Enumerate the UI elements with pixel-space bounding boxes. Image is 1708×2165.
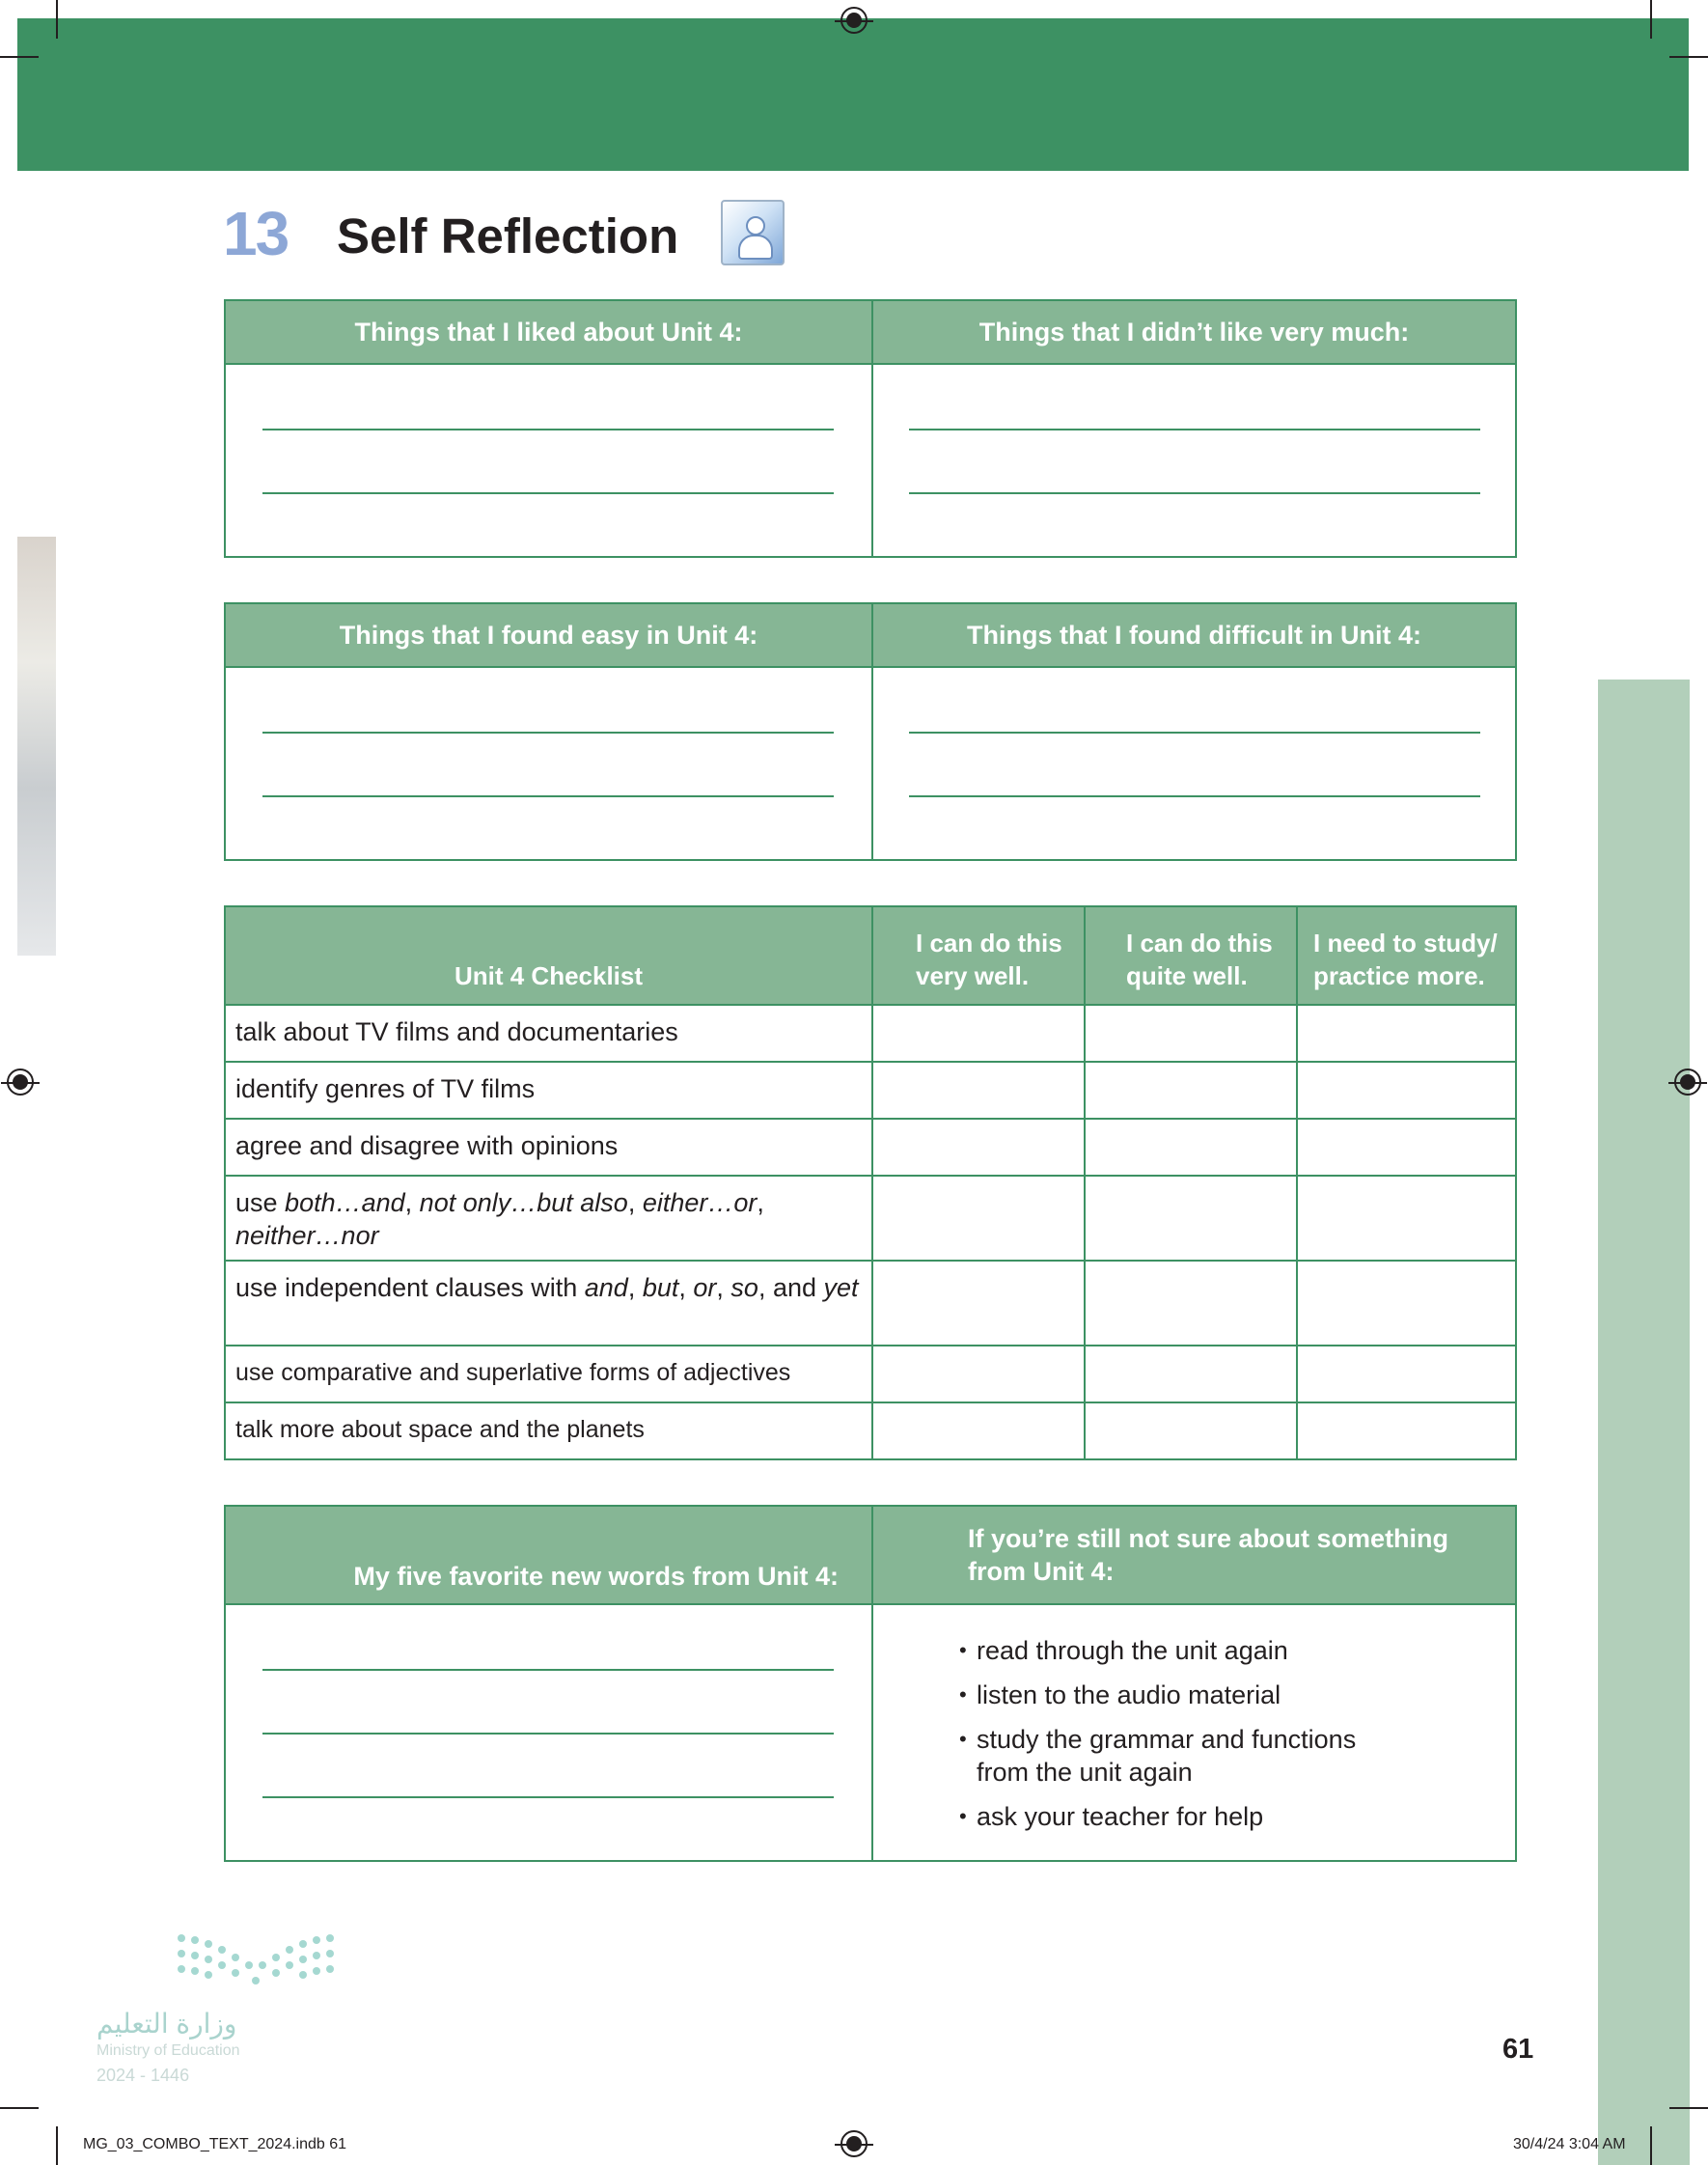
file-slug: MG_03_COMBO_TEXT_2024.indb 61 (83, 2136, 347, 2152)
ministry-logo (96, 1930, 347, 2085)
easy-heading: Things that I found easy in Unit 4: (226, 604, 871, 668)
writing-line[interactable] (909, 795, 1480, 797)
study-tip: • ask your teacher for help (959, 1800, 1480, 1833)
crop-mark (56, 0, 58, 39)
writing-line[interactable] (262, 429, 834, 430)
study-tip: • study the grammar and functions from the unit again (959, 1723, 1401, 1789)
writing-line[interactable] (909, 732, 1480, 734)
header-band (17, 18, 1689, 171)
writing-line[interactable] (262, 795, 834, 797)
liked-disliked-box (224, 299, 1517, 558)
reflection-icon (721, 200, 785, 265)
checklist-item: identify genres of TV films (235, 1074, 536, 1103)
writing-line[interactable] (262, 732, 834, 734)
liked-heading: Things that I liked about Unit 4: (226, 301, 871, 365)
side-band (1598, 680, 1690, 2165)
not-sure-heading: If you’re still not sure about something from Unit 4: (873, 1507, 1515, 1605)
writing-line[interactable] (262, 1733, 834, 1735)
crop-mark (56, 2126, 58, 2165)
checklist-col-very-well: I can do this very well. (873, 907, 1084, 1006)
column-divider (871, 1507, 873, 1860)
page-number: 61 (1502, 2034, 1534, 2065)
favorite-words-box (224, 1505, 1517, 1862)
checklist-item: agree and disagree with opinions (235, 1131, 619, 1160)
ministry-name-english: Ministry of Education (96, 2042, 240, 2059)
registration-mark-icon (7, 1069, 34, 1096)
checklist-item: talk more about space and the planets (235, 1416, 645, 1443)
ministry-year: 2024 - 1446 (96, 2066, 190, 2085)
crop-mark (0, 2107, 39, 2109)
checklist-col-quite-well: I can do this quite well. (1086, 907, 1296, 1006)
checklist-item: talk about TV films and documentaries (235, 1017, 678, 1046)
checklist-title: Unit 4 Checklist (226, 907, 871, 1006)
print-date: 30/4/24 3:04 AM (1513, 2136, 1626, 2152)
lesson-number: 13 (223, 199, 289, 268)
checklist-tick-cell[interactable] (1298, 1006, 1515, 1458)
study-tip: • listen to the audio material (959, 1679, 1480, 1711)
writing-line[interactable] (262, 492, 834, 494)
study-tips-list (959, 1634, 1480, 1845)
easy-difficult-box (224, 602, 1517, 861)
crop-mark (1669, 56, 1708, 58)
difficult-heading: Things that I found difficult in Unit 4: (873, 604, 1515, 668)
crop-mark (1650, 0, 1652, 39)
writing-line[interactable] (909, 492, 1480, 494)
study-tip: • read through the unit again (959, 1634, 1480, 1667)
favorite-words-heading: My five favorite new words from Unit 4: (226, 1507, 871, 1605)
column-divider (871, 604, 873, 859)
column-divider (871, 301, 873, 556)
writing-line[interactable] (262, 1796, 834, 1798)
edge-photo-strip (17, 537, 56, 956)
ministry-name-arabic: وزارة التعليم (96, 2009, 237, 2039)
registration-mark-icon (840, 7, 868, 34)
checklist-item: use independent clauses with and, but, or, so, and yet (235, 1273, 859, 1302)
registration-mark-icon (1674, 1069, 1701, 1096)
unit-checklist-table (224, 905, 1517, 1460)
checklist-col-need-practice: I need to study/ practice more. (1298, 907, 1515, 1006)
checklist-tick-cell[interactable] (873, 1006, 1084, 1458)
checklist-item: use comparative and superlative forms of adjectives (235, 1359, 791, 1386)
crop-mark (1650, 2126, 1652, 2165)
registration-mark-icon (840, 2130, 868, 2157)
ministry-logo-icon (176, 1934, 340, 1990)
writing-line[interactable] (262, 1669, 834, 1671)
crop-mark (1669, 2107, 1708, 2109)
checklist-tick-cell[interactable] (1086, 1006, 1296, 1458)
disliked-heading: Things that I didn’t like very much: (873, 301, 1515, 365)
crop-mark (0, 56, 39, 58)
checklist-item: use both…and, not only…but also, either…or, neither…nor (235, 1188, 764, 1250)
writing-line[interactable] (909, 429, 1480, 430)
page-title: Self Reflection (337, 208, 679, 264)
